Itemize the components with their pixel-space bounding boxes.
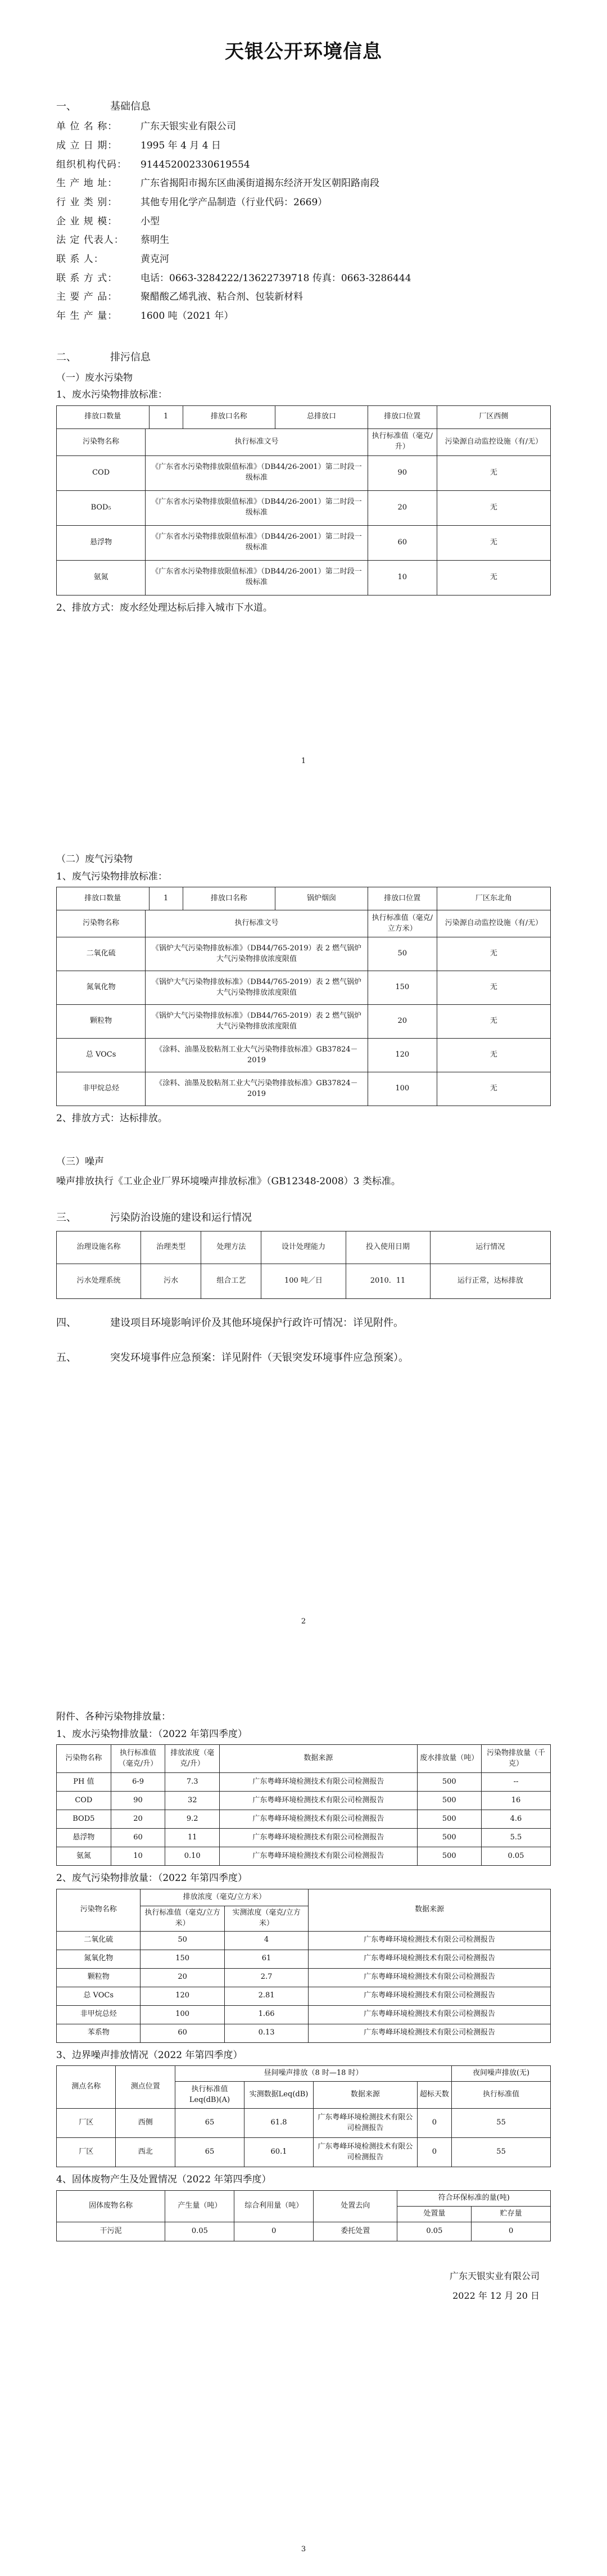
- document-title: 天银公开环境信息: [225, 40, 382, 63]
- facility-header: 运行情况: [430, 1231, 550, 1264]
- wastewater-cell: 广东粤峰环境检测技术有限公司检测报告: [220, 1829, 418, 1847]
- basic-info-row: [56, 233, 551, 247]
- wastewater-standard-table: [56, 405, 551, 595]
- waste-gas-cell: 120: [141, 1987, 224, 2005]
- waste-gas-cell: 苯系物: [57, 2024, 141, 2042]
- basic-info-value: 1995 年 4 月 4 日: [141, 140, 221, 152]
- waste-gas-cell: 61: [224, 1950, 308, 1968]
- limit-value: 90: [368, 455, 437, 490]
- wastewater-cell: 16: [481, 1792, 550, 1810]
- col-night: 夜间噪声排放(无): [452, 2066, 551, 2082]
- waste-gas-cell: 广东粤峰环境检测技术有限公司检测报告: [309, 1950, 551, 1968]
- basic-info-label: 行 业 类 别：: [56, 196, 118, 208]
- wastewater-cell: 氨氮: [57, 1847, 111, 1866]
- table-row: [57, 560, 551, 595]
- col-disposed: 处置量: [397, 2206, 472, 2222]
- col-measured: 实测浓度（毫克/立方米）: [224, 1906, 308, 1931]
- wastewater-cell: 32: [165, 1792, 220, 1810]
- table-row: [57, 1810, 551, 1829]
- basic-info-row: [56, 120, 551, 134]
- outlet-count-label: 排放口数量: [57, 406, 150, 428]
- wastewater-cell: 悬浮物: [57, 1829, 111, 1847]
- wastewater-emission-table: [56, 1744, 551, 1866]
- noise-cell: 60.1: [244, 2138, 313, 2167]
- basic-info-value: 1600 吨（2021 年）: [141, 310, 234, 322]
- col-concentration: 排放浓度（毫克/立方米）: [141, 1889, 309, 1906]
- section-number: 四、: [56, 1317, 76, 1329]
- wastewater-cell: BOD5: [57, 1810, 111, 1829]
- section-title: 排污信息: [110, 351, 151, 364]
- col-produced: 产生量（吨）: [165, 2190, 234, 2222]
- basic-info-label: 法 定 代表人：: [56, 234, 124, 246]
- noise-cell: 65: [175, 2109, 244, 2138]
- col-limit: 执行标准值Leq(dB)(A): [175, 2082, 244, 2109]
- pollutant-name: 非甲烷总烃: [57, 1072, 146, 1106]
- table-row: [57, 1847, 551, 1866]
- table-row: [57, 2005, 551, 2024]
- table-row: [57, 1072, 551, 1106]
- basic-info-value: 蔡明生: [141, 234, 169, 246]
- basic-info-label: 组织机构代码：: [56, 159, 127, 170]
- waste-gas-cell: 20: [141, 1968, 224, 1987]
- waste-gas-cell: 广东粤峰环境检测技术有限公司检测报告: [309, 1931, 551, 1950]
- outlet-name-value: 总排放口: [306, 412, 336, 421]
- waste-gas-cell: 总 VOCs: [57, 1987, 141, 2005]
- basic-info-label: 年 生 产 量：: [56, 310, 118, 322]
- page-3: [0, 1679, 607, 2576]
- section-4-heading: [56, 1316, 551, 1330]
- basic-info-row: [56, 139, 551, 153]
- section-number: 三、: [56, 1212, 76, 1224]
- solid-waste-cell: 0: [234, 2222, 314, 2241]
- noise-cell: 65: [175, 2138, 244, 2167]
- basic-info-row: [56, 158, 551, 172]
- basic-info-row: [56, 215, 551, 229]
- table-row: [57, 2138, 551, 2167]
- facility-header: 治理设施名称: [57, 1231, 141, 1264]
- wastewater-cell: 广东粤峰环境检测技术有限公司检测报告: [220, 1773, 418, 1792]
- basic-info-label: 联 系 方 式：: [56, 272, 118, 284]
- waste-gas-cell: 非甲烷总烃: [57, 2005, 141, 2024]
- wastewater-discharge-mode: 2、排放方式：废水经处理达标后排入城市下水道。: [56, 602, 273, 613]
- section-1-heading: [56, 100, 551, 114]
- basic-info-value: 黄克河: [141, 253, 169, 265]
- solid-waste-cell: 委托处置: [314, 2222, 397, 2241]
- noise-emission-table: [56, 2065, 551, 2167]
- page-2: [0, 827, 607, 1679]
- waste-gas-cell: 50: [141, 1931, 224, 1950]
- table-row: [57, 1931, 551, 1950]
- limit-value: 120: [368, 1039, 437, 1072]
- noise-text: 噪声排放执行《工业企业厂界环境噪声排放标准》（GB12348-2008）3 类标准。: [56, 1175, 401, 1187]
- waste-gas-heading: （二）废气污染物: [56, 854, 133, 865]
- pollutant-name: 颗粒物: [57, 1005, 146, 1039]
- limit-value: 20: [368, 1005, 437, 1039]
- wastewater-cell: 500: [417, 1792, 481, 1810]
- wastewater-standard-title: 1、废水污染物排放标准：: [56, 389, 167, 401]
- table-row: [57, 1005, 551, 1039]
- standard-text: 《涂料、油墨及胶粘剂工业大气污染物排放标准》GB37824－2019: [146, 1072, 368, 1106]
- wastewater-cell: --: [481, 1773, 550, 1792]
- basic-info-label: 成 立 日 期：: [56, 140, 118, 152]
- col-name: 污染物名称: [57, 1889, 141, 1931]
- col-reuse: 综合利用量（吨）: [234, 2190, 314, 2222]
- solid-waste-cell: 0.05: [397, 2222, 472, 2241]
- basic-info-row: [56, 177, 551, 191]
- monitor-value: 无: [437, 1005, 550, 1039]
- noise-cell: 广东粤峰环境检测技术有限公司检测报告: [314, 2109, 418, 2138]
- wastewater-cell: 500: [417, 1773, 481, 1792]
- pollutant-name: BOD₅: [57, 490, 146, 525]
- signature-date: 2022 年 12 月 20 日: [452, 2290, 540, 2302]
- limit-value: 150: [368, 971, 437, 1005]
- monitor-value: 无: [437, 560, 550, 595]
- wastewater-cell: 9.2: [165, 1810, 220, 1829]
- col-name: 固体废物名称: [57, 2190, 165, 2222]
- wastewater-cell: 4.6: [481, 1810, 550, 1829]
- monitor-value: 无: [437, 455, 550, 490]
- col-source: 数据来源: [314, 2082, 418, 2109]
- waste-gas-discharge-mode: 2、排放方式：达标排放。: [56, 1113, 167, 1125]
- wastewater-cell: 广东粤峰环境检测技术有限公司检测报告: [220, 1810, 418, 1829]
- pollutant-name: COD: [57, 455, 146, 490]
- section-title: 污染防治设施的建设和运行情况: [110, 1212, 252, 1224]
- basic-info-value: 聚醋酸乙烯乳液、粘合剂、包装新材料: [141, 291, 303, 303]
- pollutant-name: 悬浮物: [57, 525, 146, 560]
- monitor-value: 无: [437, 1039, 550, 1072]
- solid-waste-table: [56, 2190, 551, 2241]
- monitor-value: 无: [437, 1072, 550, 1106]
- wastewater-emission-title: 1、废水污染物排放量：（2022 年第四季度）: [56, 1728, 247, 1740]
- basic-info-row: [56, 290, 551, 304]
- limit-value: 50: [368, 937, 437, 971]
- waste-gas-standard-table: [56, 887, 551, 1106]
- table-row: [57, 1987, 551, 2005]
- waste-gas-cell: 广东粤峰环境检测技术有限公司检测报告: [309, 2005, 551, 2024]
- col-stored: 贮存量: [472, 2206, 551, 2222]
- basic-info-value: 电话：0663-3284222/13622739718 传真：0663-3286444: [141, 272, 411, 284]
- table-row: [57, 1968, 551, 1987]
- standard-text: 《锅炉大气污染物排放标准》（DB44/765-2019）表 2 燃气锅炉大气污染物排放浓度限值: [146, 1005, 368, 1039]
- standard-text: 《涂料、油墨及胶粘剂工业大气污染物排放标准》GB37824－2019: [146, 1039, 368, 1072]
- noise-cell: 厂区: [57, 2138, 116, 2167]
- noise-cell: 西北: [116, 2138, 175, 2167]
- noise-cell: 0: [417, 2138, 452, 2167]
- standard-text: 《锅炉大气污染物排放标准》（DB44/765-2019）表 2 燃气锅炉大气污染物排放浓度限值: [146, 937, 368, 971]
- basic-info-value: 小型: [141, 215, 160, 227]
- section-title: 突发环境事件应急预案：详见附件（天银突发环境事件应急预案）。: [110, 1352, 409, 1364]
- noise-cell: 西侧: [116, 2109, 175, 2138]
- facility-header: 处理方法: [201, 1231, 261, 1264]
- pollutant-name: 二氧化硫: [57, 937, 146, 971]
- wastewater-cell: COD: [57, 1792, 111, 1810]
- basic-info-row: [56, 196, 551, 210]
- wastewater-cell: 0.10: [165, 1847, 220, 1866]
- basic-info-value: 其他专用化学产品制造（行业代码：2669）: [141, 196, 328, 208]
- wastewater-cell: 6-9: [111, 1773, 165, 1792]
- col-position: 测点位置: [116, 2066, 175, 2109]
- col-pollutant: 污染物名称: [57, 910, 146, 937]
- noise-cell: 厂区: [57, 2109, 116, 2138]
- page-number: 2: [301, 1617, 306, 1626]
- pollutant-name: 总 VOCs: [57, 1039, 146, 1072]
- wastewater-cell: 广东粤峰环境检测技术有限公司检测报告: [220, 1847, 418, 1866]
- solid-waste-cell: 0.05: [165, 2222, 234, 2241]
- noise-cell: 55: [452, 2138, 551, 2167]
- waste-gas-emission-table: [56, 1889, 551, 2043]
- waste-gas-cell: 颗粒物: [57, 1968, 141, 1987]
- basic-info-row: [56, 309, 551, 323]
- outlet-position-value: 厂区西侧: [437, 405, 550, 428]
- waste-gas-cell: 广东粤峰环境检测技术有限公司检测报告: [309, 1968, 551, 1987]
- wastewater-cell: 11: [165, 1829, 220, 1847]
- wastewater-cell: 10: [111, 1847, 165, 1866]
- section-number: 五、: [56, 1352, 76, 1364]
- waste-gas-cell: 0.13: [224, 2024, 308, 2042]
- outlet-count-value: 1: [150, 887, 183, 910]
- facility-cell: 100 吨／日: [261, 1264, 346, 1299]
- col-limit: 执行标准值（毫克/升）: [368, 428, 437, 455]
- noise-cell: 广东粤峰环境检测技术有限公司检测报告: [314, 2138, 418, 2167]
- wastewater-cell: 60: [111, 1829, 165, 1847]
- waste-gas-cell: 150: [141, 1950, 224, 1968]
- wastewater-header: 污染物排放量（千克）: [481, 1745, 550, 1773]
- solid-waste-cell: 干污泥: [57, 2222, 165, 2241]
- wastewater-cell: 500: [417, 1847, 481, 1866]
- section-5-heading: [56, 1351, 551, 1365]
- waste-gas-cell: 广东粤峰环境检测技术有限公司检测报告: [309, 1987, 551, 2005]
- facility-header: 设计处理能力: [261, 1231, 346, 1264]
- col-point: 测点名称: [57, 2066, 116, 2109]
- wastewater-header: 废水排放量（吨）: [417, 1745, 481, 1773]
- col-day: 昼间噪声排放（8 时—18 时）: [175, 2066, 451, 2082]
- facility-cell: 污水: [141, 1264, 201, 1299]
- outlet-position-label: 排放口位置: [368, 887, 437, 910]
- wastewater-cell: 500: [417, 1810, 481, 1829]
- limit-value: 20: [368, 490, 437, 525]
- col-standard: 执行标准文号: [146, 428, 368, 455]
- basic-info-row: [56, 272, 551, 286]
- facility-cell: 污水处理系统: [57, 1264, 141, 1299]
- standard-text: 《广东省水污染物排放限值标准》（DB44/26-2001）第二时段一级标准: [146, 455, 368, 490]
- waste-gas-cell: 氮氧化物: [57, 1950, 141, 1968]
- col-measured: 实测数据Leq(dB): [244, 2082, 313, 2109]
- standard-text: 《锅炉大气污染物排放标准》（DB44/765-2019）表 2 燃气锅炉大气污染物排放浓度限值: [146, 971, 368, 1005]
- basic-info-row: [56, 252, 551, 267]
- waste-gas-cell: 60: [141, 2024, 224, 2042]
- col-comply: 符合环保标准的量(吨): [397, 2190, 551, 2206]
- basic-info-label: 生 产 地 址：: [56, 178, 118, 190]
- appendix-title: 附件、各种污染物排放量：: [56, 1711, 171, 1722]
- waste-gas-standard-title: 1、废气污染物排放标准：: [56, 870, 167, 882]
- outlet-count-value: 1: [150, 406, 183, 428]
- outlet-name-label: 排放口名称: [183, 887, 276, 910]
- page-1: [0, 0, 607, 827]
- waste-gas-cell: 2.81: [224, 1987, 308, 2005]
- col-destination: 处置去向: [314, 2190, 397, 2222]
- noise-cell: 0: [417, 2109, 452, 2138]
- monitor-value: 无: [437, 971, 550, 1005]
- section-title: 基础信息: [110, 101, 151, 113]
- table-row: [57, 2109, 551, 2138]
- waste-gas-cell: 广东粤峰环境检测技术有限公司检测报告: [309, 2024, 551, 2042]
- standard-text: 《广东省水污染物排放限值标准》（DB44/26-2001）第二时段一级标准: [146, 490, 368, 525]
- table-row: [57, 1829, 551, 1847]
- wastewater-cell: PH 值: [57, 1773, 111, 1792]
- waste-gas-cell: 1.66: [224, 2005, 308, 2024]
- wastewater-header: 数据来源: [220, 1745, 418, 1773]
- col-limit: 执行标准值（毫克/立方米）: [368, 910, 437, 937]
- basic-info-label: 企 业 规 模：: [56, 215, 118, 227]
- facility-cell: 2010．11: [346, 1264, 430, 1299]
- outlet-position-value: 厂区东北角: [437, 887, 550, 910]
- standard-text: 《广东省水污染物排放限值标准》（DB44/26-2001）第二时段一级标准: [146, 560, 368, 595]
- noise-emission-title: 3、边界噪声排放情况（2022 年第四季度）: [56, 2049, 243, 2061]
- noise-cell: 55: [452, 2109, 551, 2138]
- table-row: [57, 1773, 551, 1792]
- section-2-heading: [56, 350, 551, 365]
- limit-value: 60: [368, 525, 437, 560]
- signature-company: 广东天银实业有限公司: [449, 2270, 540, 2281]
- section-number: 二、: [56, 351, 76, 364]
- facility-table: [56, 1231, 551, 1299]
- limit-value: 10: [368, 560, 437, 595]
- wastewater-heading: （一）废水污染物: [56, 372, 133, 384]
- wastewater-cell: 0.05: [481, 1847, 550, 1866]
- noise-heading: （三）噪声: [56, 1156, 104, 1167]
- waste-gas-emission-title: 2、废气污染物排放量：（2022 年第四季度）: [56, 1873, 247, 1884]
- table-row: [57, 1792, 551, 1810]
- pollutant-name: 氨氮: [57, 560, 146, 595]
- waste-gas-cell: 二氧化硫: [57, 1931, 141, 1950]
- noise-cell: 61.8: [244, 2109, 313, 2138]
- basic-info-list: [56, 120, 551, 323]
- wastewater-cell: 广东粤峰环境检测技术有限公司检测报告: [220, 1792, 418, 1810]
- basic-info-value: 914452002330619554: [141, 159, 250, 170]
- monitor-value: 无: [437, 525, 550, 560]
- table-row: [57, 937, 551, 971]
- wastewater-cell: 90: [111, 1792, 165, 1810]
- table-row: [57, 455, 551, 490]
- wastewater-header: 污染物名称: [57, 1745, 111, 1773]
- basic-info-label: 单 位 名 称：: [56, 121, 118, 133]
- outlet-name-label: 排放口名称: [183, 406, 276, 428]
- wastewater-cell: 5.5: [481, 1829, 550, 1847]
- outlet-position-label: 排放口位置: [368, 405, 437, 428]
- table-row: [57, 1950, 551, 1968]
- basic-info-value: 广东省揭阳市揭东区曲溪街道揭东经济开发区朝阳路南段: [141, 178, 379, 190]
- outlet-name-value: 锅炉烟囱: [306, 894, 336, 903]
- outlet-count-label: 排放口数量: [57, 887, 150, 910]
- col-standard: 执行标准文号: [146, 910, 368, 937]
- wastewater-cell: 500: [417, 1829, 481, 1847]
- wastewater-header: 执行标准值（毫克/升）: [111, 1745, 165, 1773]
- waste-gas-cell: 100: [141, 2005, 224, 2024]
- facility-cell: 运行正常，达标排放: [430, 1264, 550, 1299]
- table-row: [57, 490, 551, 525]
- standard-text: 《广东省水污染物排放限值标准》（DB44/26-2001）第二时段一级标准: [146, 525, 368, 560]
- facility-header: 治理类型: [141, 1231, 201, 1264]
- col-monitor: 污染源自动监控设施（有/无）: [437, 910, 550, 937]
- col-monitor: 污染源自动监控设施（有/无）: [437, 428, 550, 455]
- col-limit: 执行标准值（毫克/立方米）: [141, 1906, 224, 1931]
- table-row: [57, 1039, 551, 1072]
- wastewater-cell: 7.3: [165, 1773, 220, 1792]
- col-night-limit: 执行标准值: [452, 2082, 551, 2109]
- monitor-value: 无: [437, 937, 550, 971]
- waste-gas-cell: 2.7: [224, 1968, 308, 1987]
- monitor-value: 无: [437, 490, 550, 525]
- basic-info-label: 主 要 产 品：: [56, 291, 118, 303]
- solid-waste-cell: 0: [472, 2222, 551, 2241]
- col-source: 数据来源: [309, 1889, 551, 1931]
- wastewater-cell: 20: [111, 1810, 165, 1829]
- basic-info-value: 广东天银实业有限公司: [141, 121, 236, 133]
- section-number: 一、: [56, 101, 76, 113]
- table-row: [57, 971, 551, 1005]
- facility-header: 投入使用日期: [346, 1231, 430, 1264]
- table-row: [57, 525, 551, 560]
- wastewater-header: 排放浓度（毫克/升）: [165, 1745, 220, 1773]
- solid-waste-title: 4、固体废物产生及处置情况（2022 年第四季度）: [56, 2174, 271, 2186]
- pollutant-name: 氮氧化物: [57, 971, 146, 1005]
- waste-gas-cell: 4: [224, 1931, 308, 1950]
- page-number: 1: [301, 757, 306, 765]
- limit-value: 100: [368, 1072, 437, 1106]
- page-number: 3: [301, 2545, 306, 2554]
- section-title: 建设项目环境影响评价及其他环境保护行政许可情况：详见附件。: [110, 1317, 404, 1329]
- basic-info-label: 联 系 人：: [56, 253, 104, 265]
- col-over-days: 超标天数: [417, 2082, 452, 2109]
- facility-cell: 组合工艺: [201, 1264, 261, 1299]
- col-pollutant: 污染物名称: [57, 428, 146, 455]
- table-row: [57, 2024, 551, 2042]
- section-3-heading: [56, 1211, 551, 1225]
